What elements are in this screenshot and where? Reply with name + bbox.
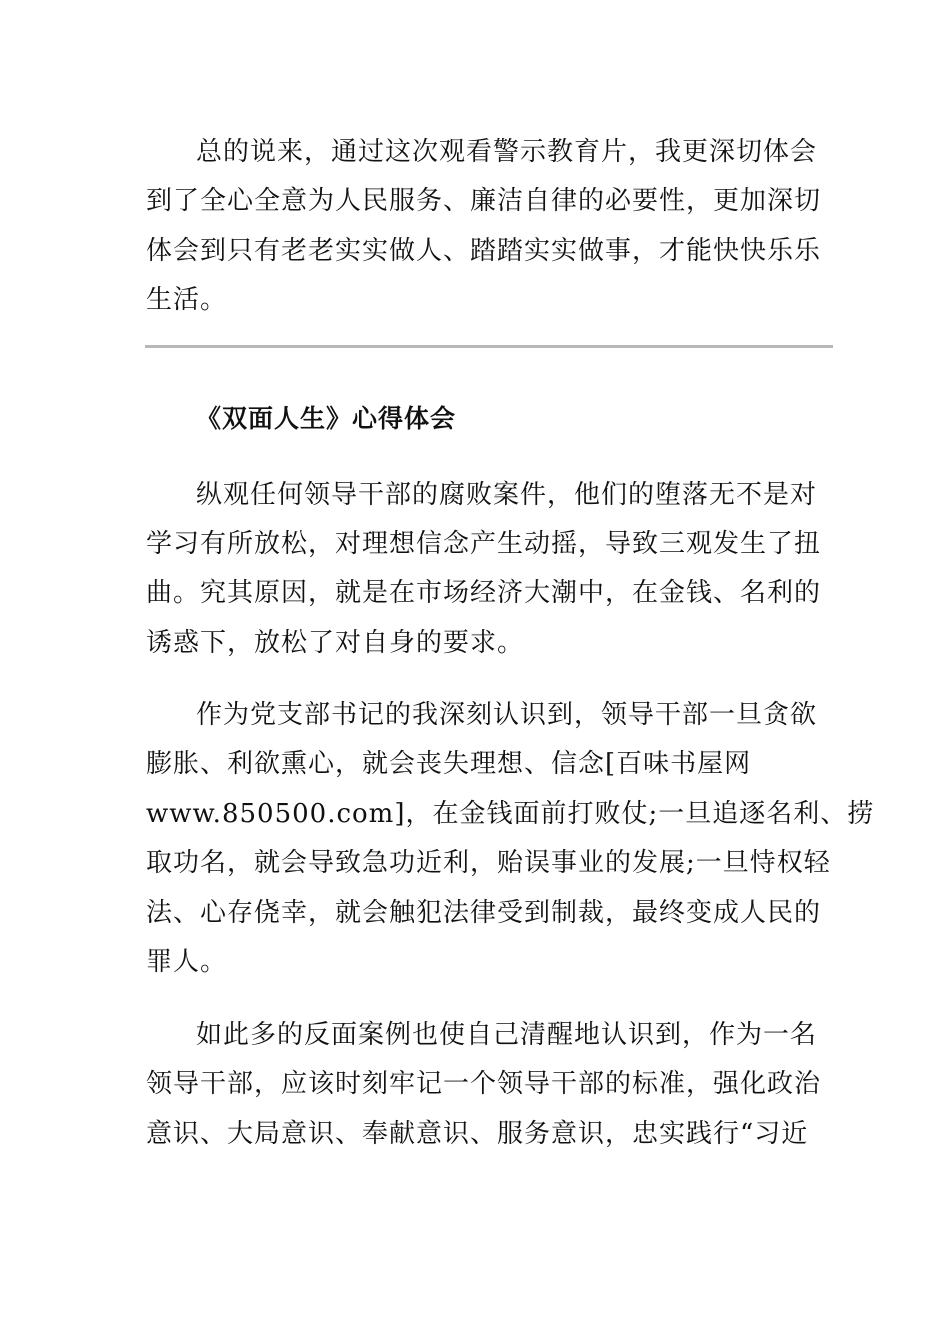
section-title: 《双面人生》心得体会 [196, 404, 457, 433]
paragraph-line: 领导干部，应该时刻牢记一个领导干部的标准，强化政治 [146, 1069, 822, 1099]
paragraph-line: 到了全心全意为人民服务、廉洁自律的必要性，更加深切 [146, 186, 822, 216]
paragraph-line: 作为党支部书记的我深刻认识到，领导干部一旦贪欲 [196, 700, 818, 730]
paragraph-line: 罪人。 [146, 947, 228, 977]
paragraph-line: 曲。究其原因，就是在市场经济大潮中，在金钱、名利的 [146, 578, 822, 608]
paragraph-line: 取功名，就会导致急功近利，贻误事业的发展;一旦恃权轻 [146, 848, 831, 878]
paragraph-line: 学习有所放松，对理想信念产生动摇，导致三观发生了扭 [146, 529, 822, 559]
paragraph-line: 体会到只有老老实实做人、踏踏实实做事，才能快快乐乐 [146, 236, 822, 266]
paragraph-line: 膨胀、利欲熏心，就会丧失理想、信念[百味书屋网 [146, 749, 752, 779]
paragraph-line: 生活。 [146, 285, 228, 315]
paragraph-line: 总的说来，通过这次观看警示教育片，我更深切体会 [196, 137, 818, 167]
paragraph-line: 法、心存侥幸，就会触犯法律受到制裁，最终变成人民的 [146, 898, 822, 928]
paragraph-line: www.850500.com]，在金钱面前打败仗;一旦追逐名利、捞 [146, 799, 875, 829]
paragraph-line: 如此多的反面案例也使自己清醒地认识到，作为一名 [196, 1020, 818, 1050]
paragraph-line: 纵观任何领导干部的腐败案件，他们的堕落无不是对 [196, 480, 818, 510]
paragraph-line: 诱惑下，放松了对自身的要求。 [146, 628, 525, 658]
paragraph-line: 意识、大局意识、奉献意识、服务意识，忠实践行“习近 [146, 1119, 809, 1149]
section-divider [145, 345, 833, 348]
